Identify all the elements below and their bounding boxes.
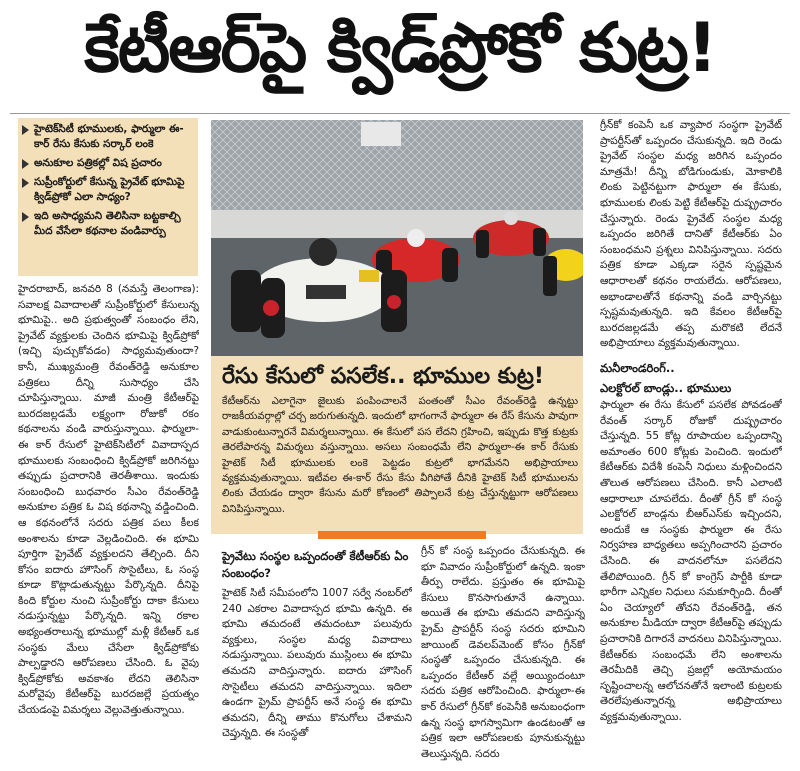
article-body: గ్రీన్‌ కో సంస్థ ఒప్పందం చేసుకున్నది. ఈ భూ వివాదం సుప్రీంకోర్టులో ఉన్నది. ఇంకా తీర్పు రాలేదు. ప్రస్తుతం ఈ భూమిపై కేసులు కొనసాగుతూనే ఉన్నాయి. అయితే ఈ భూమి తమదని వాదిస్తున్న ప్రైమ్‌ ప్రాపర్టీస్‌ సంస్థ సదరు భూమిని జాయింట్‌ డెవలప్‌మెంట్‌ కోసం గ్రీన్‌కో సంస్థతో ఒప్పందం చేసుకున్నది. ఈ ఒప్పందం కేటీఆర్‌ వల్లే అయ్యిందంటూ సదరు పత్రిక ఆరోపించింది. ఫార్ములా-ఈ కార్‌ రేసులో గ్రీన్‌కో కంపెనీకి అనుబంధంగా ఉన్న సంస్థ భాగస్వామిగా ఉండటంతో ఆ పత్రిక ఇలా ఆరోపణలకు పూనుకున్నట్టు తెలుస్తున్నది. సదరు bbox=[421, 545, 585, 760]
section-subhead: మనీలాండరింగ్‌.. bbox=[600, 361, 675, 375]
article-body: హైటెక్‌ సిటీ సమీపంలోని 1007 సర్వే నంబర్‌లో 240 ఎకరాల వివాదాస్పద భూమి ఉన్నది. ఈ భూమి తమదంటే తమదంటూ పలువురు వ్యక్తులు, సంస్థల మధ్య వివాదాలు నడుస్తున్నాయి. పలువురు ముస్లింలు ఈ భూమి తమదని వాదిస్తున్నారు. ఐదారు హౌసింగ్‌ సొసైటీలు తమదని వాదిస్తున్నాయి. ఇదిలా ఉండగా ప్రైమ్‌ ప్రాపర్టీస్‌ అనే సంస్థ ఈ భూమి తమదని, దీన్ని తాము కొనుగోలు చేశామని చెప్తున్నది. ఈ సంస్థతో bbox=[222, 587, 412, 740]
highlight-item: అనుకూల పత్రికల్లో విష ప్రచారం bbox=[22, 156, 194, 171]
triangle-bullet-icon bbox=[22, 212, 29, 222]
triangle-bullet-icon bbox=[22, 178, 29, 188]
headline: కేటీఆర్‌పై క్విడ్‌ప్రోకో కుట్ర! bbox=[84, 8, 716, 88]
article-body: హైదరాబాద్‌, జనవరి 8 (నమస్తే తెలంగాణ): సవాలక్ష వివాదాలతో సుప్రీంకోర్టులో కేసులున్న భూమిపై.. అది ప్రభుత్వంతో సంబంధం లేని, ప్రైవేట్‌ వ్యక్తులకు చెందిన భూమిపై క్విడ్‌ప్రోకో (ఇచ్చి పుచ్చుకోవడం) సాధ్యమవుతుందా? కానీ, ముఖ్యమంత్రి రేవంత్‌రెడ్డి అనుకూల పత్రికలు దీన్ని సుసాధ్యం చేసి చూపిస్తున్నాయి. మాజీ మంత్రి కేటీఆర్‌పై బురదజల్లడమే లక్ష్యంగా రోజుకో రకం కథనాలను వండి వారుస్తున్నాయి. ఫార్ములా-ఈ కార్‌ రేసులో హైటెక్‌సిటీలో వివాదాస్పద భూములకు సంబంధించి క్విడ్‌ప్రోకో జరిగినట్టు తప్పుడు ప్రచారానికి తెరతీశాయి. ఇందుకు సంబంధించి బుధవారం సీఎం రేవంత్‌రెడ్డి అనుకూల పత్రిక ఓ విష కథనాన్ని వడ్డించింది. ఆ కథనంలోనే సదరు పత్రిక పలు కీలక అంశాలను కూడా వెల్లడించింది. ఈ భూమి పూర్తిగా ప్రైవేట్‌ వ్యక్తులదని తేల్చింది. దీని కోసం ఐదారు హౌసింగ్‌ సొసైటీలు, ఓ సంస్థ కూడా కొట్లాడుతున్నట్టు పేర్కొన్నది. దీనిపై కింది కోర్టుల నుంచి సుప్రీంకోర్టు దాకా కేసులు నడుస్తున్నట్టు పేర్కొన్నది. ఇన్ని రకాల అభ్యంతరాలున్న భూముల్లో మళ్లీ కేటీఆర్‌ ఒక సంస్థకు మేలు చేసేలా క్విడ్‌ప్రోకోకు పాల్పడ్డారని ఆరోపణలు చేసింది. ఓ వైపు క్విడ్‌ప్రోకోకు అవకాశం లేదని తెలిసినా మరోవైపు కేటీఆర్‌పై బురదజల్లే ప్రయత్నం చేయడంపై విమర్శలు వెల్లువెత్తుతున్నాయి. bbox=[18, 283, 199, 717]
article-body: ఫార్ములా ఈ రేసు కేసులో పసలేక పోవడంతో రేవంత్‌ సర్కార్‌ రోజుకో దుష్ప్రచారం చేస్తున్నది. 55 కోట్ల రూపాయల ఒప్పందాన్ని అమాంతం 600 కోట్లకు పెంచింది. ఇందులో కేటీఆర్‌కు విదేశీ కంపెనీ నిధులు మళ్లించిందని తొలుత ఆరోపణలు చేసింది. కానీ ఎలాంటి ఆధారాలూ చూపలేదు. దీంతో గ్రీన్‌ కో సంస్థ ఎలక్టోరల్‌ బాండ్లను బీఆర్‌ఎస్‌కు ఇచ్చిందని, అందుకే ఆ సంస్థకు ఫార్ములా ఈ రేసు నిర్వహణ బాధ్యతలు అప్పగించారని ప్రచారం చేసింది. ఈ వాదనలోనూ పసలేదని తేలిపోయింది. గ్రీన్‌ కో కాంగ్రెస్‌ పార్టీకి కూడా భారీగా ఎన్నికల నిధులు సమకూర్చింది. దీంతో ఏం చెయ్యాలో తోచని రేవంత్‌రెడ్డి, తన అనుకూల మీడియా ద్వారా కేటీఆర్‌పై తప్పుడు ప్రచారానికి దిగారనే వాదనలు వినిపిస్తున్నాయి. కేటీఆర్‌కు సంబంధమే లేని అంశాలను తెరమీదికి తెచ్చి ప్రజల్లో అయోమయం సృష్టించాలన్న ఆలోచనతోనే ఇలాంటి కుట్రలకు తెరలేపుతున్నారన్న అభిప్రాయాలు వ్యక్తమవుతున్నాయి. bbox=[600, 399, 782, 723]
article-column-3 bbox=[421, 544, 585, 766]
caption-body: కేటీఆర్‌ను ఎలాగైనా జైలుకు పంపించాలనే పంతంతో సీఎం రేవంత్‌రెడ్డి ఉన్నట్టు రాజకీయవర్గాల్లో చర్చ జరుగుతున్నది. ఇందులో భాగంగానే ఫార్ములా ఈ రేస్‌ కేసును పావుగా వాడుకుంటున్నారనే విమర్శలున్నాయి. ఈ కేసులో పస లేదని గ్రహించి, ఇప్పుడు కొత్త కుట్రకు తెరలేపారన్న విమర్శలు వస్తున్నాయి. అసలు సంబంధమే లేని ఫార్ములా-ఈ కార్‌ రేసుకు హైటెక్‌ సిటీ భూములకు లంకె పెట్టడం కుట్రలో భాగమేనని అభిప్రాయాలు వ్యక్తమవుతున్నాయి. ఇటీవల ఈ-కార్‌ రేసు కేసు వీగిపోతే దీనికి హైటెక్‌ సిటీ భూములను లింకు చేయడం ద్వారా కేసును మరో కోణంలో తిప్పాలనే కుట్ర చేస్తున్నట్టుగా ఆరోపణలు వినిపిస్తున్నాయి. bbox=[222, 396, 578, 515]
headline-divider bbox=[10, 113, 790, 114]
caption-title: రేసు కేసులో పసలేక.. భూముల కుట్ర! bbox=[222, 364, 544, 389]
race-photo bbox=[211, 120, 583, 356]
article-column-1 bbox=[18, 282, 199, 762]
race-cars-image bbox=[211, 120, 583, 356]
article-column-4 bbox=[600, 118, 782, 354]
highlights-box bbox=[18, 118, 198, 276]
highlight-item: సుప్రీంకోర్టులో కేసున్న ప్రైవేట్‌ భూమిపై క్విడ్‌ప్రోకో ఎలా సాధ్యం? bbox=[22, 175, 194, 205]
article-body: గ్రీన్‌కో కంపెనీ ఒక వ్యాపార సంస్థగా ప్రైవేట్‌ ప్రాపర్టీస్‌తో ఒప్పందం చేసుకున్నది. ఇది రెండు ప్రైవేట్‌ సంస్థల మధ్య జరిగిన ఒప్పందం మాత్రమే! దీన్ని బోడిగుండుకు, మోకాలికి లింకు పెట్టినట్టుగా ఫార్ములా ఈ కేసుకు, భూములకు లింకు పెట్టి కేటీఆర్‌పై దుష్ప్రచారం చేస్తున్నారు. రెండు ప్రైవేట్‌ సంస్థల మధ్య ఒప్పందం జరిగితే దానితో కేటీఆర్‌కు ఏం సంబంధమని ప్రశ్నలు వినిపిస్తున్నాయి. సదరు పత్రిక కూడా ఎక్కడా సరైన స్పష్టమైన ఆధారాలతో కథనం రాయలేదు. ఆరోపణలు, అభాండాలతోనే కథనాన్ని వండి వార్చినట్టు స్పష్టమవుతున్నది. ఇది కేవలం కేటీఆర్‌పై బురదజల్లడమే తప్ప మరొకటి లేదనే అభిప్రాయాలు వ్యక్తమవుతున్నాయి. bbox=[600, 119, 782, 350]
accent-bar bbox=[318, 531, 486, 539]
highlight-item: హైటెక్‌సిటీ భూములకు, ఫార్ములా ఈ-కార్‌ రేసు కేసుకు సర్కార్‌ లంకె bbox=[22, 122, 194, 152]
triangle-bullet-icon bbox=[22, 125, 29, 135]
section-subhead: ప్రైవేటు సంస్థల ఒప్పందంతో కేటీఆర్‌కు ఏం సంబంధం? bbox=[222, 549, 409, 580]
section-subhead: ఎలక్టోరల్‌ బాండ్లు.. భూములు bbox=[600, 381, 732, 395]
article-column-5 bbox=[600, 398, 782, 764]
triangle-bullet-icon bbox=[22, 159, 29, 169]
article-column-2 bbox=[222, 586, 412, 766]
highlight-item: ఇది అసాధ్యమని తెలిసినా బట్టకాల్చి మీద వేసేలా కథనాల వండివార్పు bbox=[22, 209, 194, 239]
